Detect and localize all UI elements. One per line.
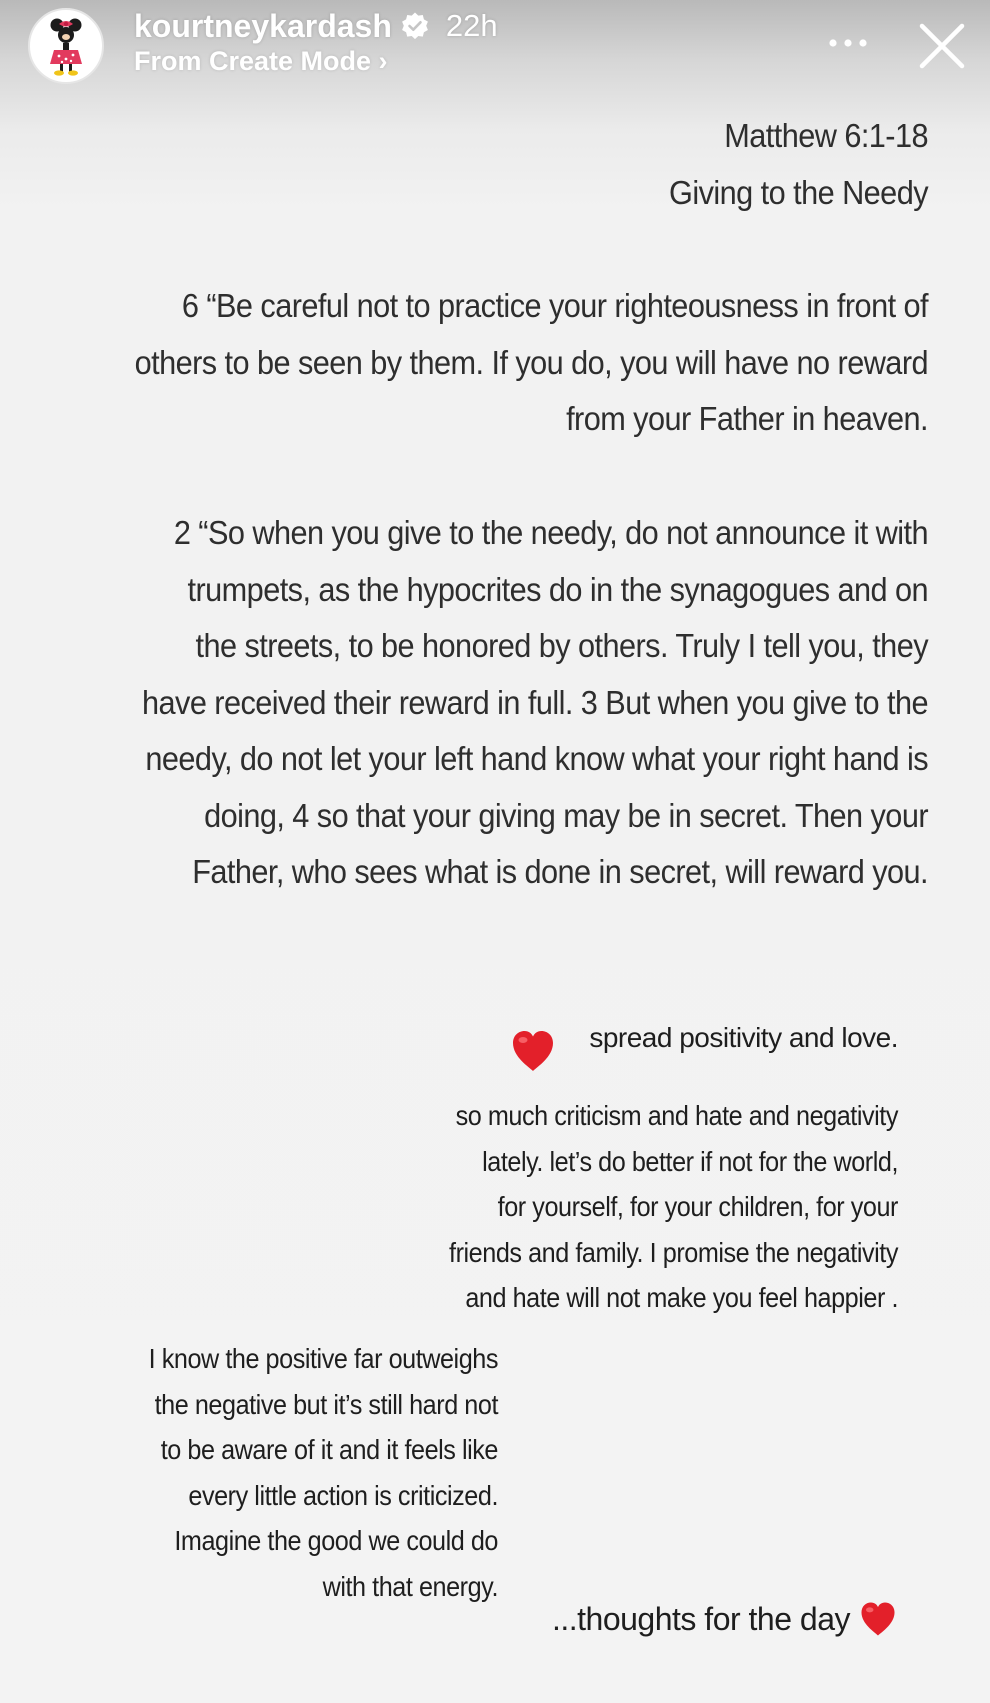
verse-paragraph-2 (110, 505, 928, 901)
verse-line: trumpets, as the hypocrites do in the synagogues and on (187, 570, 928, 608)
note-line: every little action is criticized. (188, 1479, 498, 1511)
post-time: 22h (445, 8, 498, 43)
verse-line: 2 “So when you give to the needy, do not announce it with (173, 514, 928, 551)
verse-line: 6 “Be careful not to practice your righteousness in front of (181, 287, 928, 324)
verse-line: have received their reward in full. 3 But when you give to the (142, 683, 929, 721)
verse-paragraph-1 (110, 278, 928, 448)
minnie-mouse-avatar-icon (30, 10, 102, 82)
story-header (0, 0, 990, 110)
more-options-button[interactable] (820, 20, 876, 66)
criticism-note (430, 1093, 898, 1321)
spread-text: spread positivity and love. (589, 1022, 898, 1053)
verse-line: from your Father in heaven. (566, 400, 928, 437)
note-line: with that energy. (322, 1570, 498, 1602)
spread-positivity-note (509, 1002, 898, 1074)
verse-heading: Giving to the Needy (669, 174, 928, 211)
more-options-icon (828, 38, 868, 48)
verse-line: doing, 4 so that your giving may be in secret. Then your (204, 796, 928, 834)
note-line: lately. let’s do better if not for the world, (482, 1145, 898, 1177)
note-line: so much criticism and hate and negativity (455, 1100, 898, 1131)
username[interactable]: kourtneykardash (134, 7, 392, 44)
red-heart-icon (509, 1028, 557, 1074)
closing-note (552, 1600, 898, 1638)
note-line: for yourself, for your children, for your (497, 1191, 898, 1222)
verse-line: the streets, to be honored by others. Truly I tell you, they (195, 627, 928, 664)
note-line: the negative but it’s still hard not (154, 1388, 499, 1420)
note-line: I know the positive far outweighs (148, 1343, 498, 1374)
create-mode-link[interactable]: From Create Mode › (134, 46, 388, 76)
closing-text: ...thoughts for the day (551, 1600, 850, 1637)
profile-avatar[interactable] (28, 8, 104, 84)
username-row (134, 6, 498, 46)
close-button[interactable] (912, 16, 972, 76)
positive-note (120, 1336, 498, 1609)
note-line: Imagine the good we could do (174, 1525, 498, 1556)
verse-line: needy, do not let your left hand know what your right hand is (145, 740, 928, 777)
note-line: and hate will not make you feel happier . (465, 1282, 898, 1313)
verse-line: Father, who sees what is done in secret, will reward you. (192, 853, 928, 890)
verse-line: others to be seen by them. If you do, you will have no reward (134, 343, 928, 381)
red-heart-icon (858, 1600, 898, 1638)
note-line: to be aware of it and it feels like (160, 1434, 499, 1465)
note-line: friends and family. I promise the negativity (449, 1236, 898, 1268)
verse-reference: Matthew 6:1-18 (724, 117, 928, 154)
verified-badge-icon (400, 11, 430, 41)
close-icon (912, 16, 972, 76)
